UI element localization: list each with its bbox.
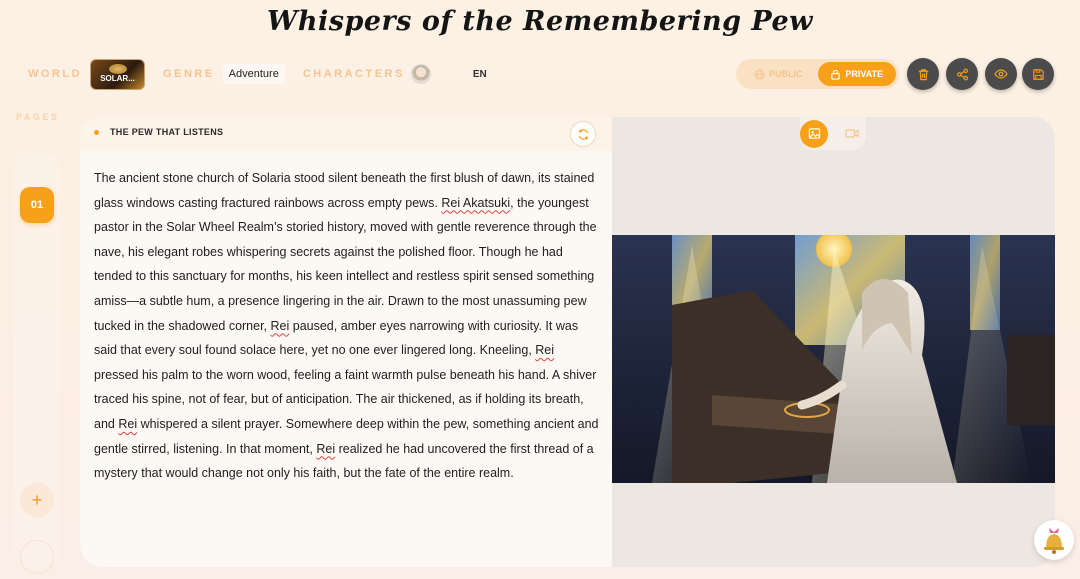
- language-code[interactable]: EN: [472, 68, 487, 80]
- story-segment: realized he had uncovered the first thread of a mystery that would change not only his faith, but the fate of the entire realm.: [94, 441, 594, 481]
- notification-bell[interactable]: [1034, 520, 1074, 560]
- story-segment: The ancient stone church of Solaria stood silent beneath the first blush of dawn, its stained glass windows casting fractured rainbows across empty pews.: [94, 171, 595, 210]
- story-text[interactable]: [94, 166, 600, 486]
- genre-label: GENRE: [163, 68, 215, 80]
- visibility-toggle: [736, 59, 899, 89]
- video-mode-button[interactable]: [838, 120, 866, 148]
- public-label: PUBLIC: [769, 69, 803, 79]
- refresh-icon: [577, 128, 590, 141]
- delete-button[interactable]: [907, 58, 939, 90]
- title-bullet: [94, 130, 99, 135]
- genre-value[interactable]: Adventure: [223, 64, 285, 84]
- character-name: Rei: [316, 441, 336, 456]
- character-name: Rei: [270, 318, 290, 333]
- text-pane: [80, 117, 612, 567]
- preview-button[interactable]: [985, 58, 1017, 90]
- illustration-artwork: [612, 235, 1055, 483]
- story-segment: pressed his palm to the worn wood, feeling a faint warmth pulse beneath his hand. A shiver traced his spine, not of fear, but of anticipation. The air thickened, as if holding its breath, and: [94, 367, 597, 431]
- pages-label: PAGES: [16, 112, 60, 122]
- world-name: SOLAR...: [100, 73, 135, 83]
- page-nav-placeholder: [20, 540, 54, 574]
- save-icon: [1032, 68, 1045, 81]
- page-title: THE PEW THAT LISTENS: [110, 127, 224, 137]
- page-editor-card: [80, 117, 1055, 567]
- character-name: Rei: [118, 416, 138, 431]
- lock-icon: [830, 69, 841, 80]
- world-label: WORLD: [28, 68, 83, 80]
- character-name: Rei: [535, 343, 555, 358]
- character-avatar[interactable]: [411, 64, 431, 84]
- share-button[interactable]: [946, 58, 978, 90]
- story-title: Whispers of the Remembering Pew: [267, 6, 813, 37]
- bell-icon: [1041, 526, 1067, 554]
- video-icon: [845, 127, 859, 140]
- characters-label: CHARACTERS: [302, 68, 405, 80]
- image-icon: [808, 127, 821, 140]
- trash-icon: [917, 68, 930, 81]
- character-name: Rei Akatsuki: [441, 195, 511, 210]
- story-meta-bar: [28, 56, 487, 92]
- private-option[interactable]: [818, 62, 897, 86]
- media-mode-toggle: [800, 117, 866, 150]
- public-option[interactable]: [739, 62, 818, 86]
- globe-icon: [754, 69, 765, 80]
- story-segment: whispered a silent prayer. Somewhere deep within the pew, something ancient and gentle stirred, listening. In that moment,: [94, 416, 599, 456]
- page-header: [80, 117, 612, 151]
- save-button[interactable]: [1022, 58, 1054, 90]
- image-mode-button[interactable]: [800, 120, 828, 148]
- page-illustration[interactable]: [612, 235, 1055, 483]
- eye-icon: [994, 67, 1008, 81]
- story-segment: paused, amber eyes narrowing with curiosity. It was said that every soul found solace here, yet no one ever lingered long. Kneeling,: [94, 318, 579, 358]
- share-icon: [956, 68, 969, 81]
- add-page-button[interactable]: +: [20, 483, 54, 517]
- story-segment: , the youngest pastor in the Solar Wheel Realm’s storied history, moved with gentle reverence through the nave, his elegant robes whispering secrets against the polished floor. Though he had tended to this sanctuary for months, his keen intellect and restless spirit sensed something amiss—a subtle hum, a presence lingering in the air. Drawn to the most unassuming pew tucked in the shadowed corner,: [94, 195, 597, 333]
- regenerate-button[interactable]: [570, 121, 596, 147]
- private-label: PRIVATE: [845, 69, 884, 79]
- sun-emblem-icon: [109, 64, 127, 74]
- page-thumb-01[interactable]: 01: [20, 187, 54, 223]
- world-thumbnail[interactable]: [90, 59, 145, 90]
